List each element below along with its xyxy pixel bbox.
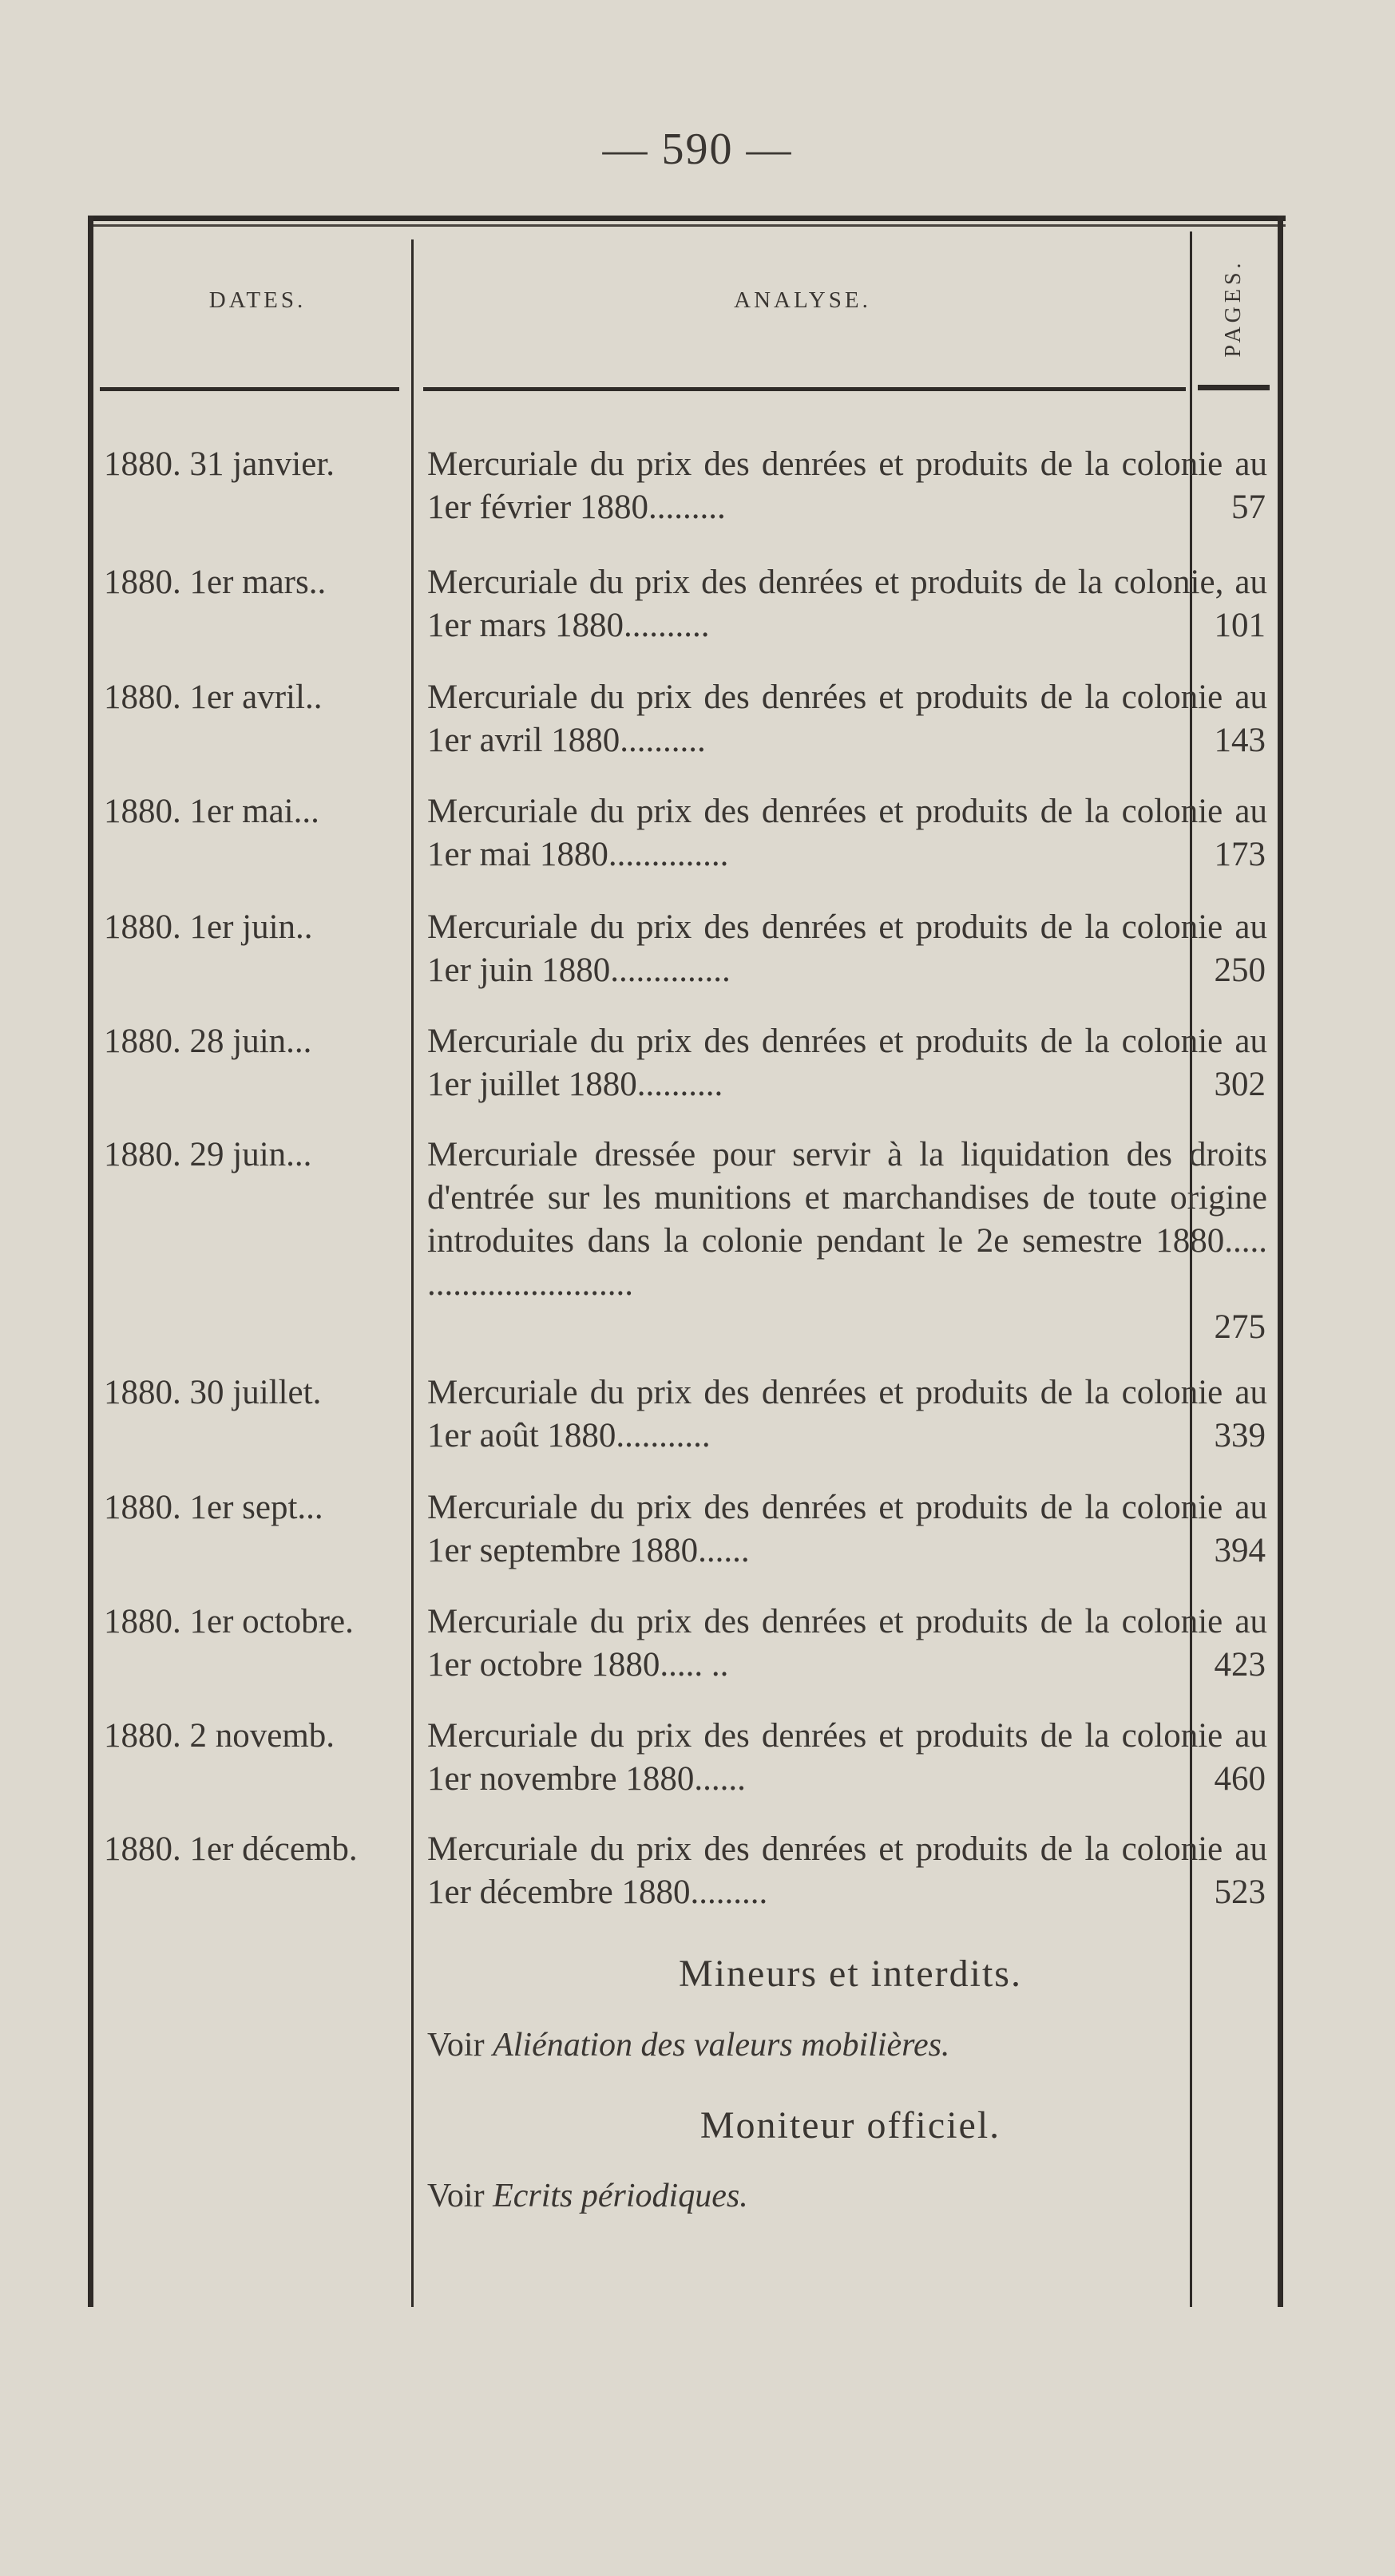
row-analysis: Mercuriale du prix des denrées et produits de la colonie au 1er décembre 1880......... [427,1830,1267,1911]
row-analysis: Mercuriale du prix des denrées et produits de la colonie au 1er février 1880......... [427,445,1267,526]
row-page: 143 [1214,722,1266,759]
row-date: 1880. 1er mai... [104,793,319,830]
section-title: Mineurs et interdits. [679,1953,1022,1995]
see-reference: Voir Aliénation des valeurs mobilières. [427,2027,950,2064]
row-page: 302 [1214,1066,1266,1103]
row-page: 275 [1214,1308,1266,1346]
row-analysis: Mercuriale du prix des denrées et produits de la colonie au 1er juin 1880.............. [427,908,1267,989]
row-page: 394 [1214,1532,1266,1569]
row-page: 57 [1231,489,1266,526]
row-page: 173 [1214,836,1266,873]
left-border [88,216,93,2307]
row-date: 1880. 31 janvier. [104,445,335,483]
row-date: 1880. 1er avril.. [104,679,323,716]
header-analysis: ANALYSE. [734,287,871,313]
row-date: 1880. 2 novemb. [104,1717,335,1755]
row-page: 250 [1214,952,1266,989]
see-reference: Voir Ecrits périodiques. [427,2178,748,2214]
row-analysis: Mercuriale du prix des denrées et produits de la colonie au 1er août 1880........... [427,1374,1267,1454]
row-page: 339 [1214,1417,1266,1454]
row-analysis: Mercuriale du prix des denrées et produits de la colonie au 1er novembre 1880...... [427,1717,1267,1798]
section-title: Moniteur officiel. [699,2104,1001,2147]
row-analysis: Mercuriale du prix des denrées et produits de la colonie au 1er mai 1880.............. [427,793,1267,873]
header-pages: PAGES. [1221,259,1246,358]
dates-column-divider [411,239,414,2307]
row-date: 1880. 1er octobre. [104,1603,354,1640]
row-page: 423 [1214,1646,1266,1684]
row-analysis: Mercuriale dressée pour servir à la liquidation des droits d'entrée sur les munitions et marchandises de toute origine introduites dans la colonie pendant le 2e semestre 1880..... ........................ [427,1136,1267,1303]
row-date: 1880. 28 juin... [104,1023,312,1060]
row-page: 101 [1214,607,1266,644]
row-date: 1880. 1er sept... [104,1489,323,1526]
row-date: 1880. 30 juillet. [104,1374,322,1411]
header-rule-pages [1198,385,1270,390]
header-rule-analysis [423,387,1186,391]
index-table [88,216,1286,2307]
row-date: 1880. 29 juin... [104,1136,312,1173]
row-page: 460 [1214,1760,1266,1798]
header-rule-dates [100,387,399,391]
row-analysis: Mercuriale du prix des denrées et produits de la colonie au 1er juillet 1880.......... [427,1023,1267,1103]
row-analysis: Mercuriale du prix des denrées et produits de la colonie au 1er septembre 1880...... [427,1489,1267,1569]
row-date: 1880. 1er juin.. [104,908,313,946]
right-border [1278,216,1283,2307]
table-top-rule-inner [88,224,1286,227]
table-top-rule [88,216,1286,221]
row-page: 523 [1214,1874,1266,1911]
row-analysis: Mercuriale du prix des denrées et produits de la colonie au 1er octobre 1880..... .. [427,1603,1267,1684]
row-analysis: Mercuriale du prix des denrées et produits de la colonie au 1er avril 1880.......... [427,679,1267,759]
row-date: 1880. 1er mars.. [104,564,327,601]
row-analysis: Mercuriale du prix des denrées et produits de la colonie, au 1er mars 1880.......... [427,564,1267,644]
page-number: — 590 — [602,125,793,174]
row-date: 1880. 1er décemb. [104,1830,358,1868]
header-dates: DATES. [208,287,307,313]
